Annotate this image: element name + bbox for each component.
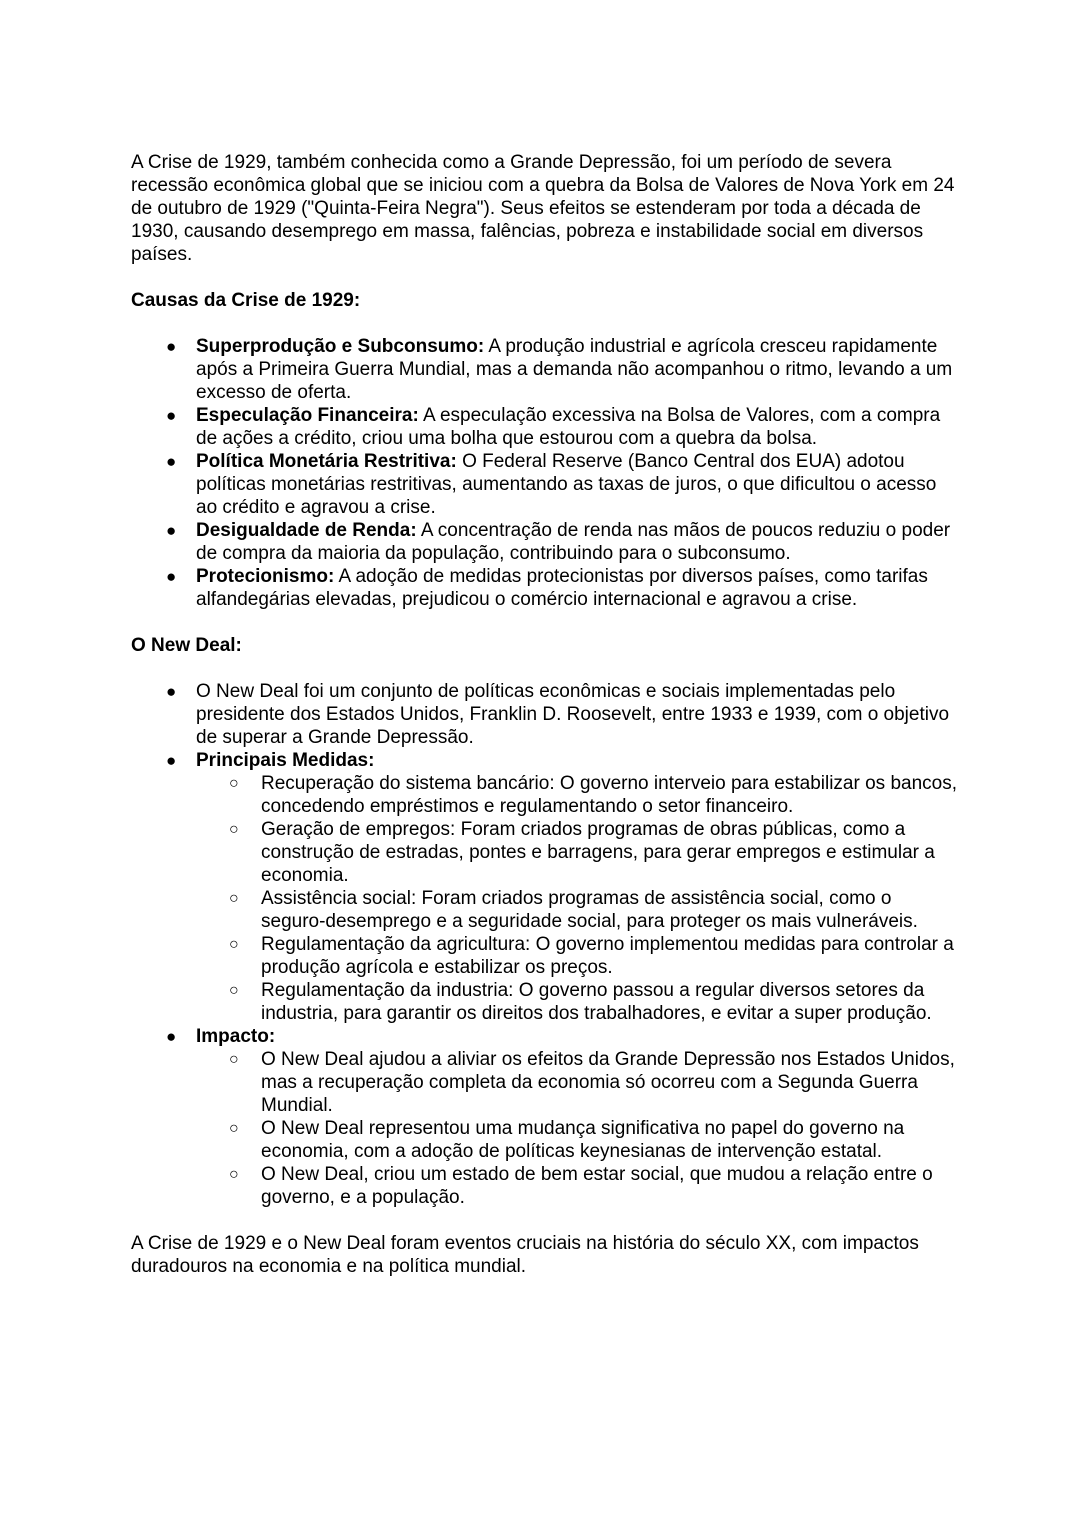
causes-list [131,335,961,611]
cause-text: A produção industrial e agrícola cresceu rapidamente após a Primeira Guerra Mundial, mas a demanda não acompanhou o ritmo, levando a um excesso de oferta. [196,336,953,403]
list-item [196,818,961,887]
bullet-icon: ● [166,406,177,425]
impact-title: Impacto: [196,1026,276,1047]
list-item [196,772,961,818]
list-item [196,979,961,1025]
list-item [196,933,961,979]
list-item [196,1048,961,1117]
bullet-icon: ● [166,337,177,356]
cause-text: A concentração de renda nas mãos de poucos reduziu o poder de compra da maioria da população, contribuindo para o subconsumo. [196,520,951,564]
circle-bullet-icon: ○ [229,1051,239,1068]
circle-bullet-icon: ○ [229,775,239,792]
impact-text: O New Deal ajudou a aliviar os efeitos da Grande Depressão nos Estados Unidos, mas a recuperação completa da economia só ocorreu com a Segunda Guerra Mundial. [261,1049,955,1116]
cause-text: O Federal Reserve (Banco Central dos EUA) adotou políticas monetárias restritivas, aumentando as taxas de juros, o que dificultou o acesso ao crédito e agravou a crise. [196,451,937,518]
circle-bullet-icon: ○ [229,821,239,838]
measure-text: Recuperação do sistema bancário: O governo interveio para estabilizar os bancos, concedendo empréstimos e regulamentando o setor financeiro. [261,773,957,817]
list-item [131,749,961,1025]
circle-bullet-icon: ○ [229,1166,239,1183]
list-item [196,1163,961,1209]
circle-bullet-icon: ○ [229,1120,239,1137]
cause-title: Política Monetária Restritiva: [196,451,457,472]
circle-bullet-icon: ○ [229,936,239,953]
bullet-icon: ● [166,751,177,770]
list-item [131,519,961,565]
bullet-icon: ● [166,521,177,540]
bullet-icon: ● [166,682,177,701]
new-deal-list [131,680,961,1209]
impact-text: O New Deal representou uma mudança significativa no papel do governo na economia, com a adoção de políticas keynesianas de intervenção estatal. [261,1118,905,1162]
bullet-icon: ● [166,452,177,471]
measures-title: Principais Medidas: [196,750,375,771]
measure-text: Regulamentação da industria: O governo passou a regular diversos setores da industria, para garantir os direitos dos trabalhadores, e evitar a super produção. [261,980,932,1024]
bullet-icon: ● [166,1027,177,1046]
measures-list [196,772,961,1025]
measure-text: Regulamentação da agricultura: O governo implementou medidas para controlar a produção agrícola e estabilizar os preços. [261,934,954,978]
conclusion-paragraph: A Crise de 1929 e o New Deal foram eventos cruciais na história do século XX, com impactos duradouros na economia e na política mundial. [131,1233,919,1277]
intro-paragraph: A Crise de 1929, também conhecida como a Grande Depressão, foi um período de severa recessão econômica global que se iniciou com a quebra da Bolsa de Valores de Nova York em 24 de outubro de 1929 ("Quinta-Feira Negra"). Seus efeitos se estenderam por toda a década de 1930, causando desemprego em massa, falências, pobreza e instabilidade social em diversos países. [131,152,955,265]
circle-bullet-icon: ○ [229,890,239,907]
causes-heading: Causas da Crise de 1929: [131,290,361,311]
cause-title: Especulação Financeira: [196,405,419,426]
measure-text: Geração de empregos: Foram criados programas de obras públicas, como a construção de estradas, pontes e barragens, para gerar empregos e estimular a economia. [261,819,935,886]
impacts-list [196,1048,961,1209]
measure-text: Assistência social: Foram criados programas de assistência social, como o seguro-desemprego e a seguridade social, para proteger os mais vulneráveis. [261,888,918,932]
list-item [131,565,961,611]
list-item [196,887,961,933]
bullet-icon: ● [166,567,177,586]
list-item [131,335,961,404]
cause-title: Protecionismo: [196,566,335,587]
new-deal-definition: O New Deal foi um conjunto de políticas econômicas e sociais implementadas pelo presidente dos Estados Unidos, Franklin D. Roosevelt, entre 1933 e 1939, com o objetivo de superar a Grande Depressão. [196,681,950,748]
list-item [131,1025,961,1209]
circle-bullet-icon: ○ [229,982,239,999]
impact-text: O New Deal, criou um estado de bem estar social, que mudou a relação entre o governo, e a população. [261,1164,933,1208]
list-item [196,1117,961,1163]
cause-title: Superprodução e Subconsumo: [196,336,485,357]
new-deal-heading: O New Deal: [131,635,242,656]
cause-text: A adoção de medidas protecionistas por diversos países, como tarifas alfandegárias elevadas, prejudicou o comércio internacional e agravou a crise. [196,566,928,610]
list-item [131,450,961,519]
cause-title: Desigualdade de Renda: [196,520,417,541]
cause-text: A especulação excessiva na Bolsa de Valores, com a compra de ações a crédito, criou uma bolha que estourou com a quebra da bolsa. [196,405,941,449]
list-item [131,404,961,450]
list-item [131,680,961,749]
document-page [131,151,961,1278]
